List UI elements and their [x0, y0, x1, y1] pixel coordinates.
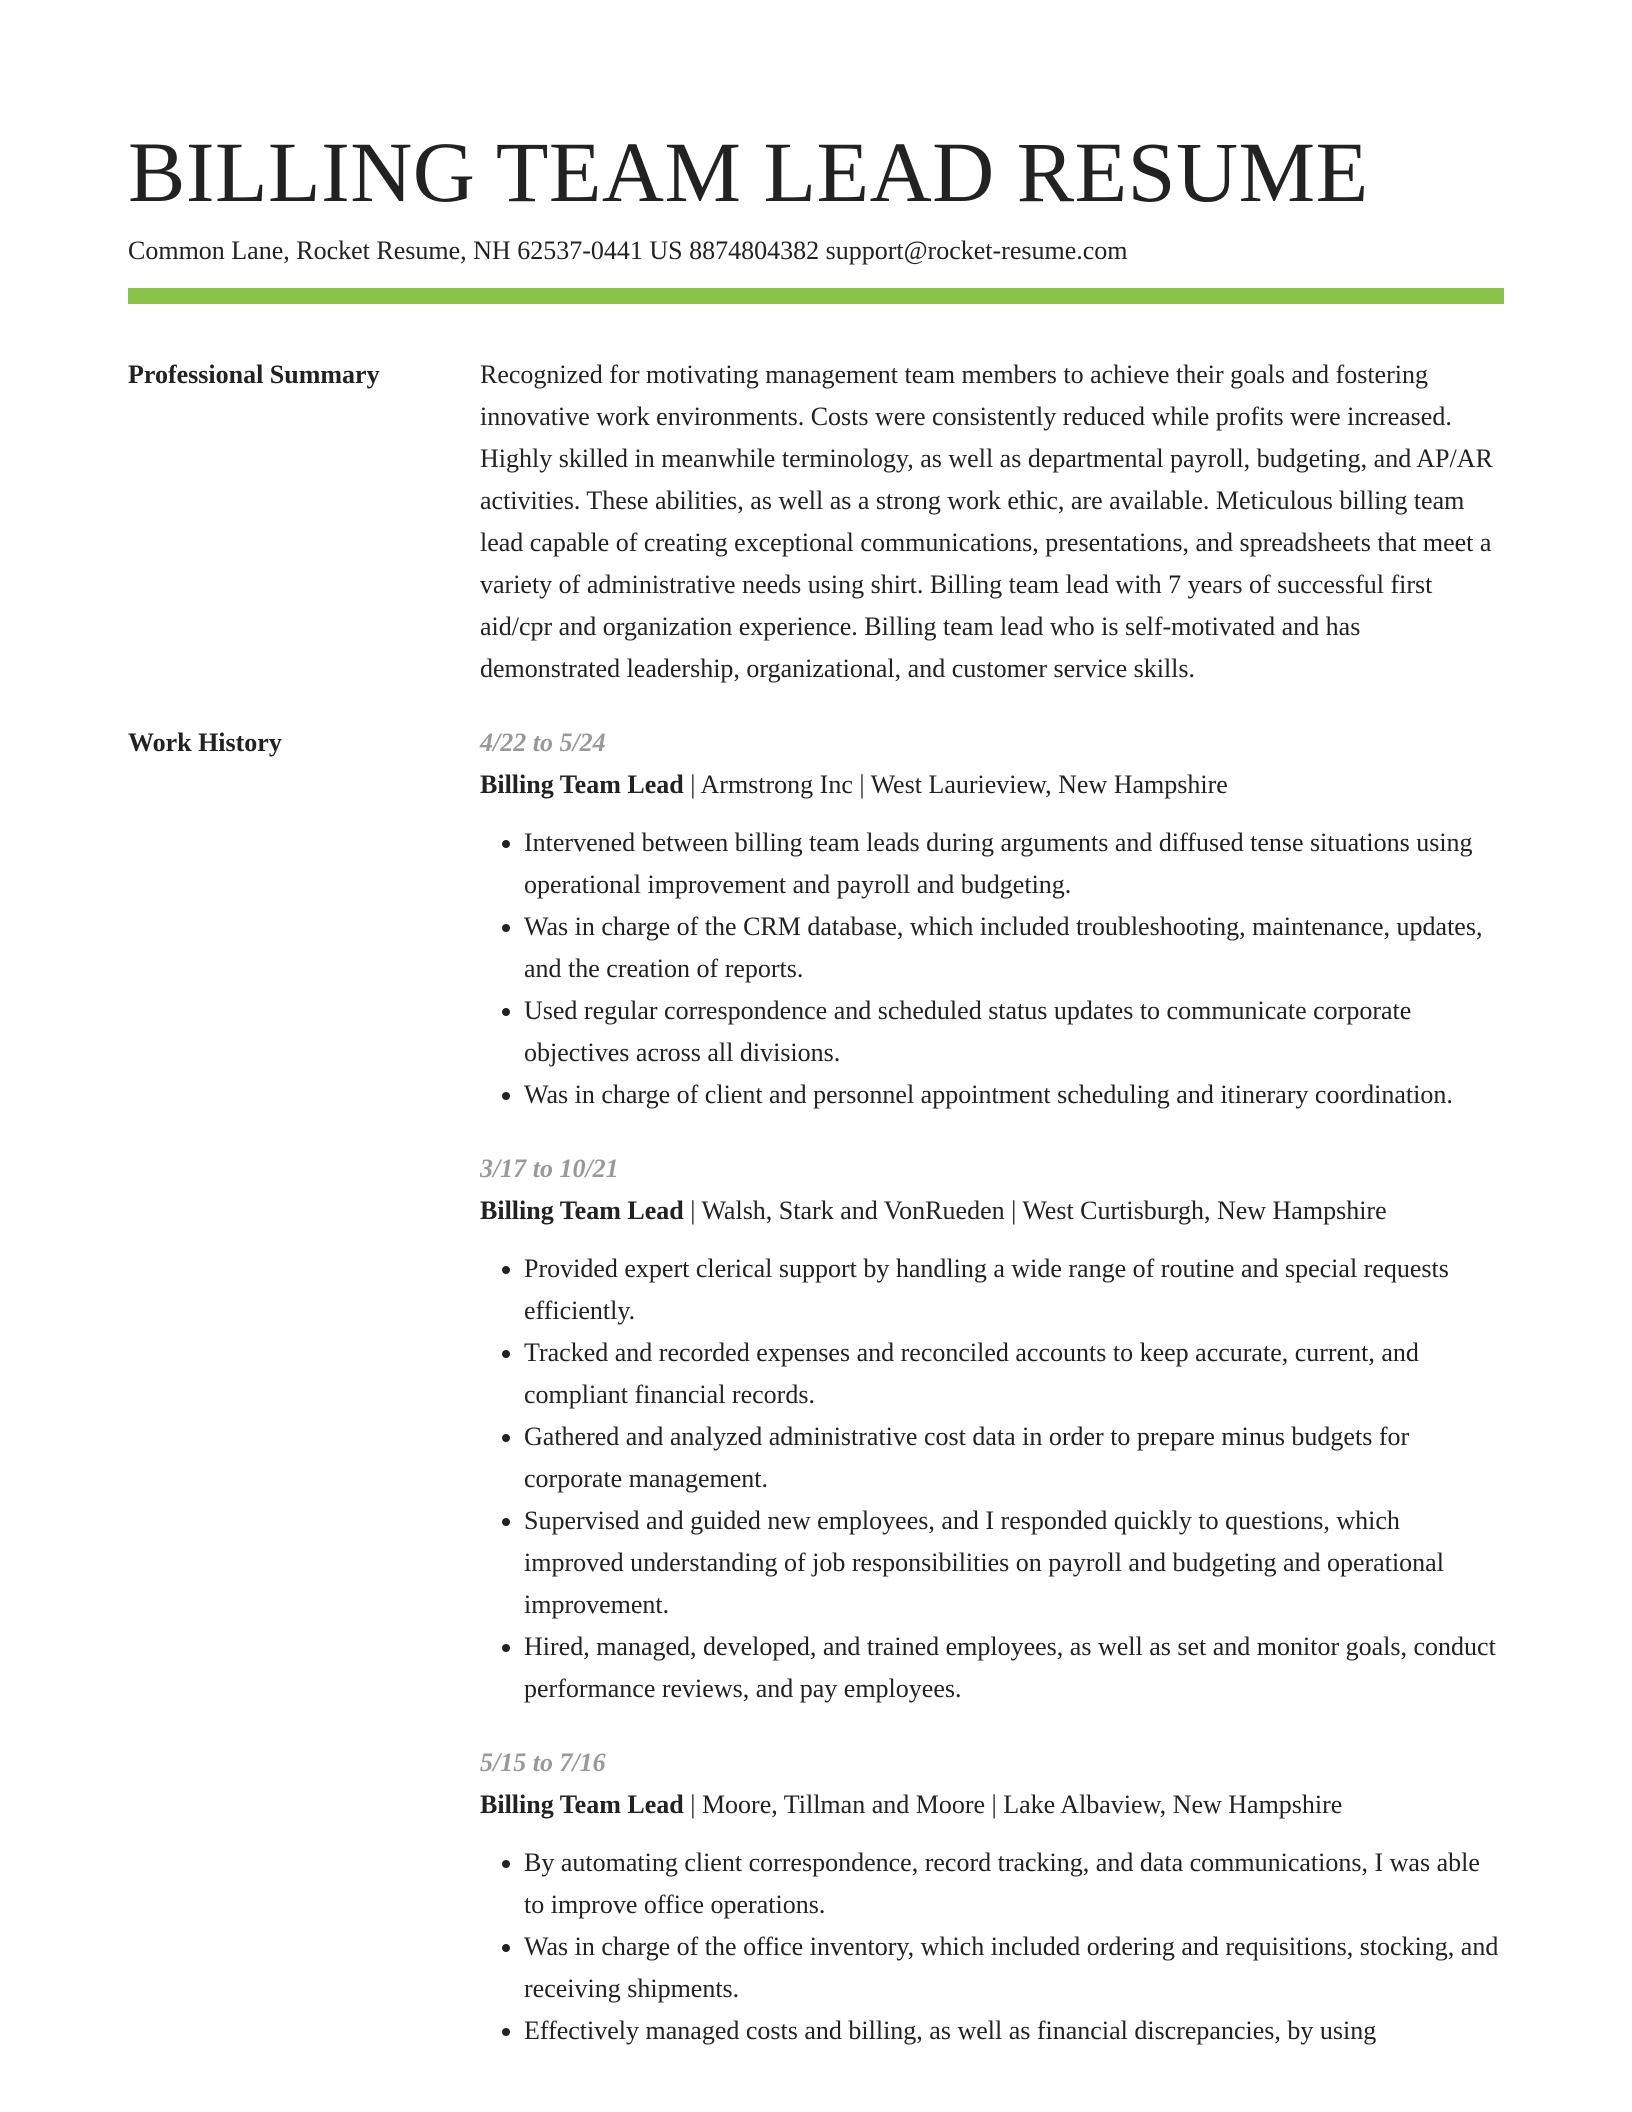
job-bullet: • By automating client correspondence, record tracking, and data communications, I was able to improve office operations. [524, 1842, 1504, 1926]
job-bullet: • Was in charge of the CRM database, which included troubleshooting, maintenance, updates, and the creation of reports. [524, 906, 1504, 990]
job-details: | Moore, Tillman and Moore | Lake Albaview, New Hampshire [683, 1790, 1343, 1819]
summary-body [480, 354, 1504, 690]
job-entry [480, 1148, 1504, 1710]
resume-title: BILLING TEAM LEAD RESUME [128, 124, 1369, 220]
job-bullet: • Was in charge of the office inventory, which included ordering and requisitions, stocking, and receiving shipments. [524, 1926, 1504, 2010]
job-heading [480, 1784, 1504, 1826]
job-bullet: • Was in charge of client and personnel appointment scheduling and itinerary coordination. [524, 1074, 1504, 1116]
work-body [480, 722, 1504, 2052]
job-bullet: • Provided expert clerical support by handling a wide range of routine and special requests efficiently. [524, 1248, 1504, 1332]
section-label-summary: Professional Summary [128, 360, 380, 389]
job-bullets [480, 1842, 1504, 2052]
header-divider [128, 288, 1504, 304]
job-bullet: • Intervened between billing team leads during arguments and diffused tense situations using operational improvement and payroll and budgeting. [524, 822, 1504, 906]
job-dates: 5/15 to 7/16 [480, 1748, 606, 1777]
job-bullet: • Tracked and recorded expenses and reconciled accounts to keep accurate, current, and compliant financial records. [524, 1332, 1504, 1416]
job-dates: 3/17 to 10/21 [480, 1154, 619, 1183]
job-entry [480, 1742, 1504, 2052]
job-title: Billing Team Lead [480, 1790, 684, 1819]
job-bullet: • Hired, managed, developed, and trained employees, as well as set and monitor goals, conduct performance reviews, and pay employees. [524, 1626, 1504, 1710]
job-details: | Walsh, Stark and VonRueden | West Curtisburgh, New Hampshire [683, 1196, 1387, 1225]
job-bullet: • Gathered and analyzed administrative cost data in order to prepare minus budgets for corporate management. [524, 1416, 1504, 1500]
job-entry [480, 722, 1504, 1116]
section-label-work: Work History [128, 728, 282, 757]
job-title: Billing Team Lead [480, 770, 684, 799]
resume-page [128, 0, 1504, 2052]
job-bullet: • Supervised and guided new employees, and I responded quickly to questions, which improved understanding of job responsibilities on payroll and budgeting and operational improvement. [524, 1500, 1504, 1626]
work-history-section [128, 722, 1504, 2052]
professional-summary-section [128, 354, 1504, 690]
summary-text: Recognized for motivating management team members to achieve their goals and fostering innovative work environments. Costs were consistently reduced while profits were increased. Highly skilled in meanwhile terminology, as well as departmental payroll, budgeting, and AP/AR activities. These abilities, as well as a strong work ethic, are available. Meticulous billing team lead capable of creating exceptional communications, presentations, and spreadsheets that meet a variety of administrative needs using shirt. Billing team lead with 7 years of successful first aid/cpr and organization experience. Billing team lead who is self-motivated and has demonstrated leadership, organizational, and customer service skills. [480, 360, 1493, 683]
job-bullet: • Effectively managed costs and billing, as well as financial discrepancies, by using [524, 2010, 1504, 2052]
job-bullets [480, 1248, 1504, 1710]
job-heading [480, 764, 1504, 806]
job-details: | Armstrong Inc | West Laurieview, New Hampshire [683, 770, 1228, 799]
job-bullet: • Used regular correspondence and scheduled status updates to communicate corporate objectives across all divisions. [524, 990, 1504, 1074]
job-title: Billing Team Lead [480, 1196, 684, 1225]
contact-line: Common Lane, Rocket Resume, NH 62537-0441 US 8874804382 support@rocket-resume.com [128, 236, 1128, 265]
job-bullets [480, 822, 1504, 1116]
job-dates: 4/22 to 5/24 [480, 728, 606, 757]
job-heading [480, 1190, 1504, 1232]
